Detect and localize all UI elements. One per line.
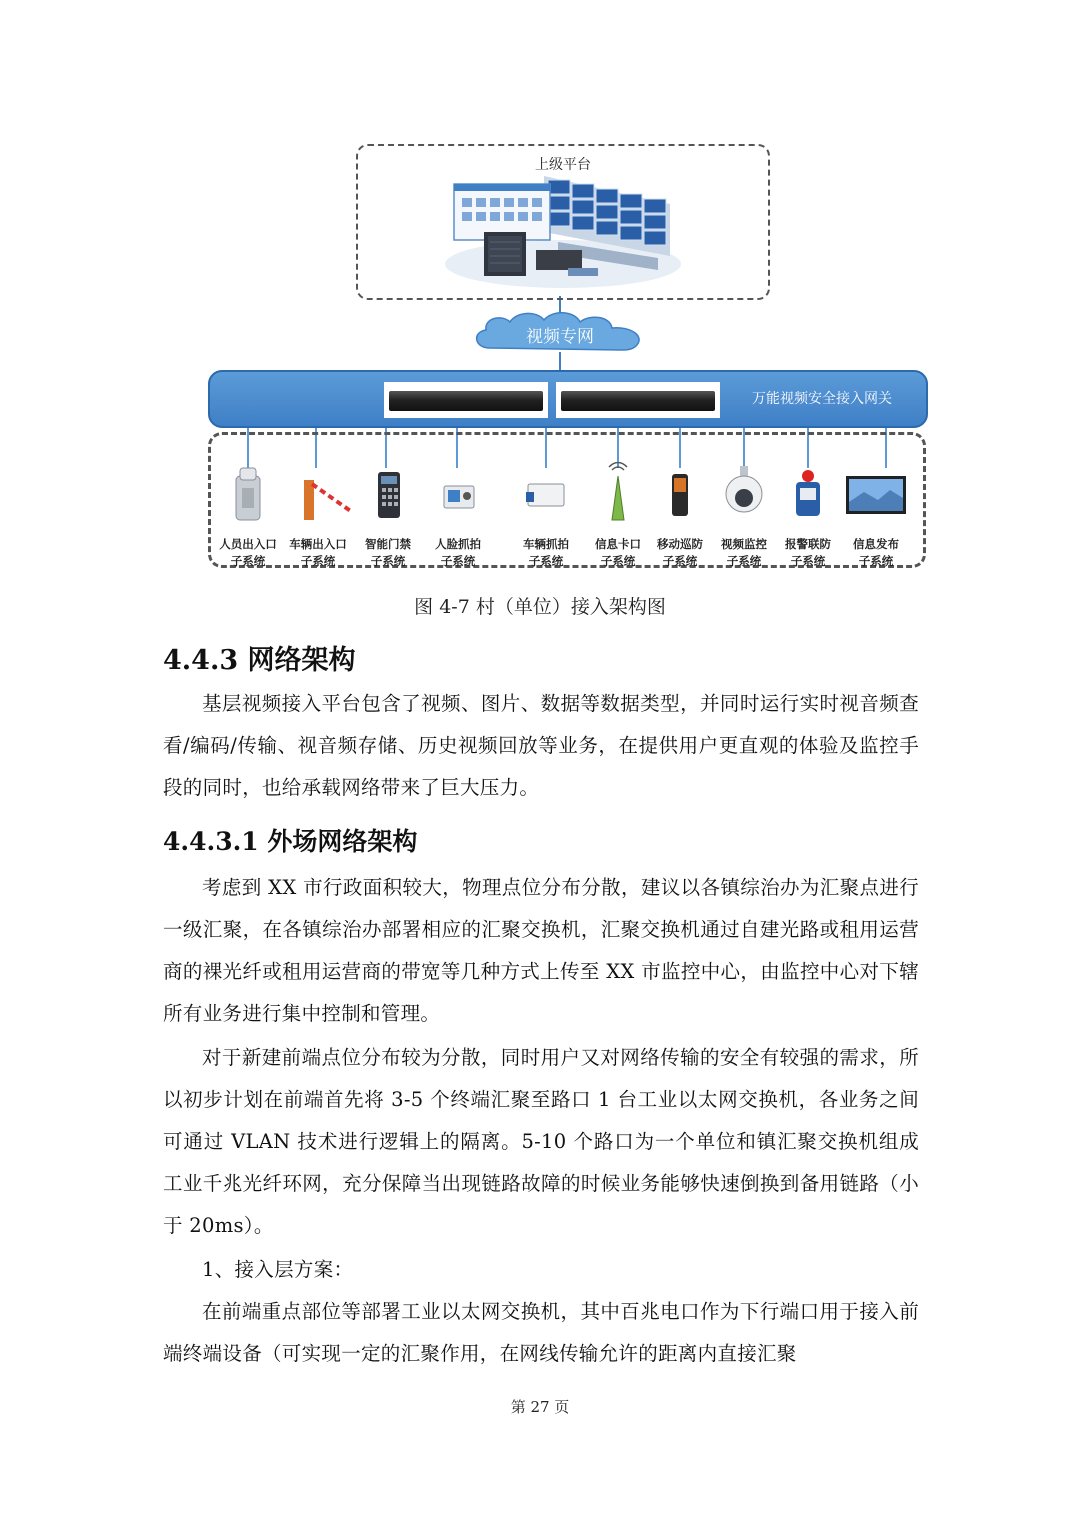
- device-vehicle-entrance: [282, 462, 354, 568]
- control-center-illustration: [358, 146, 768, 298]
- upper-platform-label: 上级平台: [535, 157, 591, 173]
- box-camera-icon: [522, 462, 570, 522]
- subsection-paragraph-1: 考虑到 XX 市行政面积较大，物理点位分布分散，建议以各镇综治办为汇聚点进行一级汇聚，在各镇综治办部署相应的汇聚交换机，汇聚交换机通过自建光路或租用运营商的裸光纤或租用运营商的带宽等几种方式上传至 XX 市监控中心，由监控中心对下辖所有业务进行集中控制和管理。: [163, 876, 919, 1025]
- access-layer-list-item: 1、接入层方案：: [202, 1258, 354, 1281]
- device-smart-access: [352, 462, 424, 568]
- device-vehicle-capture: [510, 462, 582, 568]
- upper-platform-box: [356, 144, 770, 300]
- keypad-icon: [366, 462, 410, 522]
- device-label: 人员出入口 子系统: [219, 537, 277, 568]
- handheld-terminal-icon: [658, 462, 702, 522]
- video-network-cloud: [470, 310, 650, 354]
- device-label: 信息卡口 子系统: [595, 537, 641, 568]
- device-label: 人脸抓拍 子系统: [435, 537, 481, 568]
- access-architecture-diagram: [200, 138, 930, 570]
- face-camera-icon: [436, 462, 480, 522]
- section-heading: 4.4.3 网络架构: [163, 645, 356, 676]
- device-label: 报警联防 子系统: [785, 537, 831, 568]
- device-label: 移动巡防 子系统: [657, 537, 703, 568]
- video-network-label: 视频专网: [526, 327, 594, 347]
- device-mobile-patrol: [644, 462, 716, 568]
- device-alarm-linkage: [772, 462, 844, 568]
- device-label: 智能门禁 子系统: [365, 537, 411, 568]
- device-face-capture: [422, 462, 494, 568]
- display-screen-icon: [844, 462, 908, 522]
- figure-caption: 图 4-7 村（单位）接入架构图: [414, 596, 666, 618]
- barrier-gate-icon: [282, 462, 354, 522]
- dome-camera-icon: [720, 462, 768, 522]
- device-label: 车辆出入口 子系统: [289, 537, 347, 568]
- alarm-button-icon: [786, 462, 830, 522]
- device-info-release: [840, 462, 912, 568]
- page-number: 第 27 页: [510, 1398, 570, 1416]
- gateway-server-1: [384, 382, 548, 418]
- antenna-icon: [596, 462, 640, 522]
- device-label: 信息发布 子系统: [853, 537, 899, 568]
- device-label: 车辆抓拍 子系统: [523, 537, 569, 568]
- subsection-paragraph-3: 在前端重点部位等部署工业以太网交换机，其中百兆电口作为下行端口用于接入前端终端设备（可实现一定的汇聚作用，在网线传输允许的距离内直接汇聚: [163, 1300, 919, 1365]
- section-paragraph: 基层视频接入平台包含了视频、图片、数据等数据类型，并同时运行实时视音频查看/编码/传输、视音频存储、历史视频回放等业务，在提供用户更直观的体验及监控手段的同时，也给承载网络带来了巨大压力。: [163, 692, 919, 799]
- gateway-label: 万能视频安全接入网关: [752, 391, 892, 407]
- device-personnel-entrance: [212, 462, 284, 568]
- subsection-paragraph-2: 对于新建前端点位分布较为分散，同时用户又对网络传输的安全有较强的需求，所以初步计划在前端首先将 3-5 个终端汇聚至路口 1 台工业以太网交换机，各业务之间可通过 VLAN 技术进行逻辑上的隔离。5-10 个路口为一个单位和镇汇聚交换机组成工业千兆光纤环网，充分保障当出现链路故障的时候业务能够快速倒换到备用链路（小于 20ms）。: [163, 1046, 919, 1237]
- gateway-server-2: [556, 382, 720, 418]
- turnstile-icon: [226, 462, 270, 522]
- device-video-surveillance: [708, 462, 780, 568]
- device-label: 视频监控 子系统: [721, 537, 767, 568]
- subsection-heading: 4.4.3.1 外场网络架构: [163, 827, 418, 856]
